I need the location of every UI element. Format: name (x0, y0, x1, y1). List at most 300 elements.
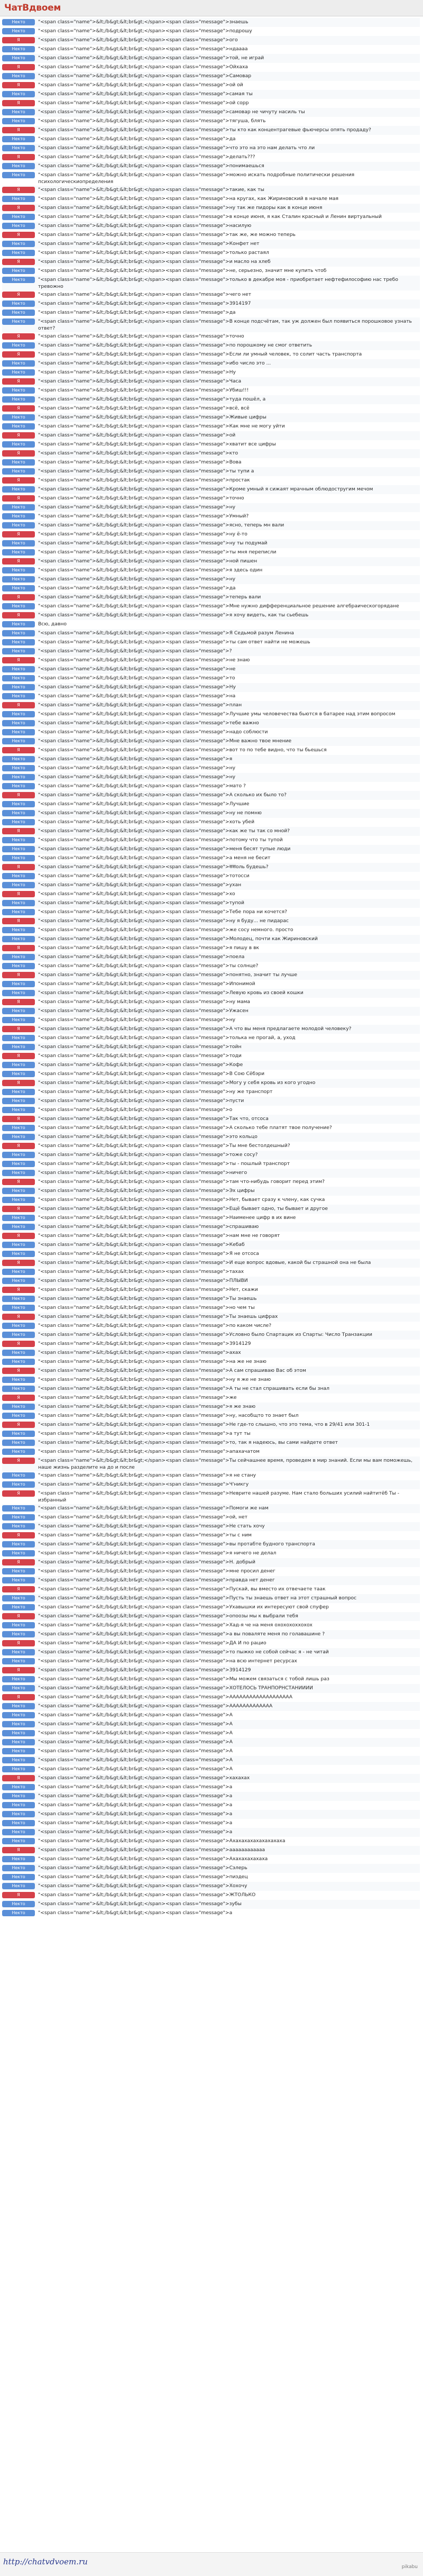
message-text: "<span class="name">&lt;/b&gt;&lt;br&gt;</span><span class="message">ной пишен (38, 558, 258, 564)
stranger-badge: Некто (2, 223, 35, 229)
chat-message-row (2, 1052, 420, 1061)
chat-message-row (2, 1349, 420, 1358)
stranger-badge: Некто (2, 756, 35, 762)
chat-message-row (2, 63, 420, 72)
message-text: "<span class="name">&lt;/b&gt;&lt;br&gt;</span><span class="message">на всю интернет ресурсах (38, 1658, 297, 1664)
message-text: "<span class="name">&lt;/b&gt;&lt;br&gt;</span><span class="message">да (38, 585, 236, 591)
chat-message-row (2, 548, 420, 557)
chat-message-row (2, 1160, 420, 1169)
stranger-badge: Некто (2, 55, 35, 61)
me-badge: Я (2, 378, 35, 385)
stranger-badge: Некто (2, 1161, 35, 1167)
chat-message-row (2, 81, 420, 90)
stranger-badge: Некто (2, 1802, 35, 1808)
chat-message-row (2, 377, 420, 386)
chat-message-row (2, 1540, 420, 1549)
chat-message-row (2, 1522, 420, 1531)
me-badge: Я (2, 828, 35, 834)
stranger-badge: Некто (2, 1323, 35, 1329)
chat-message-row (2, 1178, 420, 1187)
stranger-badge: Некто (2, 1793, 35, 1799)
stranger-badge: Некто (2, 1017, 35, 1023)
message-text: "<span class="name">&lt;/b&gt;&lt;br&gt;</span><span class="message">Ахахахахахахахахаха (38, 1838, 286, 1844)
stranger-badge: Некто (2, 1377, 35, 1383)
stranger-badge: Некто (2, 301, 35, 307)
chat-message-row (2, 1657, 420, 1666)
message-text: "<span class="name">&lt;/b&gt;&lt;br&gt;</span><span class="message">Нет, бывает сразу к члену, как сучка (38, 1197, 325, 1203)
chat-message-row (2, 1214, 420, 1223)
me-badge: Я (2, 891, 35, 897)
chat-message-row (2, 1864, 420, 1873)
chat-message-row (2, 1630, 420, 1639)
chat-message-row (2, 1729, 420, 1738)
message-text: "<span class="name">&lt;/b&gt;&lt;br&gt;</span><span class="message">Кофе (38, 1062, 243, 1068)
message-text: "<span class="name">&lt;/b&gt;&lt;br&gt;</span><span class="message">а меня не бесит (38, 855, 271, 861)
message-text: "<span class="name">&lt;/b&gt;&lt;br&gt;</span><span class="message">Ты знаешь цифрах (38, 1314, 278, 1319)
stranger-badge: Некто (2, 318, 35, 325)
chat-message-row (2, 1801, 420, 1810)
chat-message-row (2, 162, 420, 171)
me-badge: Я (2, 82, 35, 88)
stranger-badge: Некто (2, 648, 35, 654)
chat-message-row (2, 1471, 420, 1480)
stranger-badge: Некто (2, 855, 35, 861)
me-badge: Я (2, 1586, 35, 1592)
me-badge: Я (2, 1260, 35, 1266)
chat-message-row (2, 665, 420, 674)
stranger-badge: Некто (2, 1152, 35, 1158)
chat-message-row (2, 1693, 420, 1702)
me-badge: Я (2, 1559, 35, 1565)
message-text: "<span class="name">&lt;/b&gt;&lt;br&gt;</span><span class="message">только растаял (38, 250, 269, 256)
chat-message-row (2, 629, 420, 638)
stranger-badge: Некто (2, 963, 35, 969)
stranger-badge: Некто (2, 1481, 35, 1488)
message-text: "<span class="name">&lt;/b&gt;&lt;br&gt;</span><span class="message">я здесь один (38, 567, 263, 573)
chat-message-row (2, 1702, 420, 1711)
message-text: "<span class="name">&lt;/b&gt;&lt;br&gt;</span><span class="message">ну так же пидоры как в конце июня (38, 205, 323, 211)
message-text: "<span class="name">&lt;/b&gt;&lt;br&gt;</span><span class="message">ну не помню (38, 810, 262, 816)
me-badge: Я (2, 594, 35, 600)
message-text: "<span class="name">&lt;/b&gt;&lt;br&gt;</span><span class="message">а (38, 1820, 233, 1826)
message-text: "<span class="name">&lt;/b&gt;&lt;br&gt;</span><span class="message">Ужасен (38, 1008, 249, 1014)
message-text: "<span class="name">&lt;/b&gt;&lt;br&gt;</span><span class="message">Кебаб (38, 1242, 245, 1248)
stranger-badge: Некто (2, 900, 35, 906)
message-text: "<span class="name">&lt;/b&gt;&lt;br&gt;</span><span class="message">Как мне не могу уйти (38, 423, 285, 429)
message-text: "<span class="name">&lt;/b&gt;&lt;br&gt;</span><span class="message">ой (38, 432, 236, 438)
stranger-badge: Некто (2, 909, 35, 915)
message-text: "<span class="name">&lt;/b&gt;&lt;br&gt;</span><span class="message">В Сою Сёбэри (38, 1071, 265, 1077)
message-text: "<span class="name">&lt;/b&gt;&lt;br&gt;</span><span class="message">апахачатом (38, 1449, 260, 1454)
stranger-badge: Некто (2, 196, 35, 202)
chat-message-row (2, 341, 420, 350)
chat-message-row (2, 1394, 420, 1403)
me-badge: Я (2, 1179, 35, 1185)
chat-message-row (2, 1367, 420, 1376)
message-text: "<span class="name">&lt;/b&gt;&lt;br&gt;</span><span class="message">надо соблюсти (38, 729, 268, 735)
me-badge: Я (2, 187, 35, 193)
chat-message-row (2, 258, 420, 267)
message-text: "<span class="name">&lt;/b&gt;&lt;br&gt;</span><span class="message">Помоги же нам (38, 1505, 269, 1511)
stranger-badge: Некто (2, 927, 35, 933)
message-text: "<span class="name">&lt;/b&gt;&lt;br&gt;</span><span class="message">ААААААААААААААААААА (38, 1694, 292, 1700)
me-badge: Я (2, 1026, 35, 1032)
chat-message-row (2, 962, 420, 971)
stranger-badge: Некто (2, 1044, 35, 1050)
chat-message-row (2, 386, 420, 395)
stranger-badge: Некто (2, 882, 35, 888)
chat-message-row (2, 1489, 420, 1504)
me-badge: Я (2, 1395, 35, 1401)
message-text: "<span class="name">&lt;/b&gt;&lt;br&gt;</span><span class="message">мато ? (38, 783, 246, 789)
message-text: "<span class="name">&lt;/b&gt;&lt;br&gt;</span><span class="message">А сам спрашиваю Вас об этом (38, 1368, 306, 1373)
stranger-badge: Некто (2, 118, 35, 124)
stranger-badge: Некто (2, 1748, 35, 1754)
message-text: "<span class="name">&lt;/b&gt;&lt;br&gt;</span><span class="message">Самовар (38, 73, 252, 79)
me-badge: Я (2, 405, 35, 412)
chat-message-row (2, 1097, 420, 1106)
message-text: "<span class="name">&lt;/b&gt;&lt;br&gt;</span><span class="message">ну (38, 576, 236, 582)
chat-message-row (2, 953, 420, 962)
stranger-badge: Некто (2, 486, 35, 493)
stranger-badge: Некто (2, 136, 35, 142)
message-text: "<span class="name">&lt;/b&gt;&lt;br&gt;</span><span class="message">такие, как ты (38, 187, 264, 193)
message-text: "<span class="name">&lt;/b&gt;&lt;br&gt;</span><span class="message">тоже сосу? (38, 1152, 258, 1158)
stranger-badge: Некто (2, 540, 35, 547)
stranger-badge: Некто (2, 810, 35, 816)
chat-message-row (2, 1711, 420, 1720)
message-text: "<span class="name">&lt;/b&gt;&lt;br&gt;</span><span class="message">Кроме умный я сижаят мрачным облюдостругим мечом (38, 486, 373, 492)
stranger-badge: Некто (2, 1197, 35, 1203)
me-badge: Я (2, 1775, 35, 1781)
chat-message-row (2, 1783, 420, 1792)
message-text: "<span class="name">&lt;/b&gt;&lt;br&gt;</span><span class="message">А сколько тебе платят твое получение? (38, 1125, 332, 1131)
chat-message-row (2, 1900, 420, 1909)
chat-message-row (2, 1756, 420, 1765)
message-text: "<span class="name">&lt;/b&gt;&lt;br&gt;</span><span class="message">Ч'никгу (38, 1481, 249, 1487)
stranger-badge: Некто (2, 1404, 35, 1410)
stranger-badge: Некто (2, 1730, 35, 1736)
message-text: "<span class="name">&lt;/b&gt;&lt;br&gt;</span><span class="message">мне просил денег (38, 1568, 275, 1574)
stranger-badge: Некто (2, 1305, 35, 1311)
message-text: "<span class="name">&lt;/b&gt;&lt;br&gt;</span><span class="message">ну (38, 1017, 236, 1023)
chat-message-row (2, 90, 420, 99)
chat-message-row (2, 222, 420, 231)
stranger-badge: Некто (2, 1739, 35, 1745)
message-text: "<span class="name">&lt;/b&gt;&lt;br&gt;</span><span class="message">А ты не стал спрашивать если бы знал (38, 1386, 330, 1391)
chat-message-row (2, 1412, 420, 1421)
message-text: "<span class="name">&lt;/b&gt;&lt;br&gt;</span><span class="message">Ипонимой (38, 981, 255, 987)
me-badge: Я (2, 792, 35, 798)
message-text: "<span class="name">&lt;/b&gt;&lt;br&gt;</span><span class="message">опоозы мы к выбрали тебя (38, 1613, 298, 1619)
message-text: "<span class="name">&lt;/b&gt;&lt;br&gt;</span><span class="message">там что-нибудь говорит перед этим? (38, 1179, 325, 1185)
message-text: "<span class="name">&lt;/b&gt;&lt;br&gt;</span><span class="message">я не стану (38, 1472, 256, 1478)
me-badge: Я (2, 1206, 35, 1212)
chat-message-row (2, 1594, 420, 1603)
chat-message-row (2, 971, 420, 980)
me-badge: Я (2, 999, 35, 1005)
message-text: "<span class="name">&lt;/b&gt;&lt;br&gt;</span><span class="message">чего нет (38, 292, 252, 297)
chat-message-row (2, 1675, 420, 1684)
chat-message-row (2, 773, 420, 782)
message-text: "<span class="name">&lt;/b&gt;&lt;br&gt;</span><span class="message">и масло на хлеб (38, 259, 271, 265)
message-text: "<span class="name">&lt;/b&gt;&lt;br&gt;</span><span class="message">точно (38, 333, 244, 339)
stranger-badge: Некто (2, 1883, 35, 1889)
message-text: "<span class="name">&lt;/b&gt;&lt;br&gt;</span><span class="message">я хочу видеть, как ты сьебешь (38, 612, 309, 618)
chat-message-row (2, 683, 420, 692)
stranger-badge: Некто (2, 954, 35, 960)
stranger-badge: Некто (2, 414, 35, 421)
message-text: "<span class="name">&lt;/b&gt;&lt;br&gt;</span><span class="message">Хохочу (38, 1883, 247, 1889)
stranger-badge: Некто (2, 1604, 35, 1610)
chat-message-row (2, 1846, 420, 1855)
app-header (0, 0, 423, 16)
message-text: "<span class="name">&lt;/b&gt;&lt;br&gt;</span><span class="message">ясно, теперь мн вали (38, 522, 284, 528)
message-text: "<span class="name">&lt;/b&gt;&lt;br&gt;</span><span class="message">Условно было Спартацик из Спарты: Число Транзакции (38, 1332, 372, 1337)
chat-message-row (2, 1837, 420, 1846)
message-text: "<span class="name">&lt;/b&gt;&lt;br&gt;</span><span class="message">как же ты так со мной? (38, 828, 290, 834)
stranger-badge: Некто (2, 567, 35, 574)
stranger-badge: Некто (2, 504, 35, 511)
message-text: "<span class="name">&lt;/b&gt;&lt;br&gt;</span><span class="message">ну (38, 504, 236, 510)
stranger-badge: Некто (2, 1865, 35, 1871)
me-badge: Я (2, 1341, 35, 1347)
chat-message-row (2, 117, 420, 126)
chat-message-row (2, 1513, 420, 1522)
stranger-badge: Некто (2, 1431, 35, 1437)
chat-message-row (2, 1457, 420, 1471)
message-text: "<span class="name">&lt;/b&gt;&lt;br&gt;</span><span class="message">кто (38, 450, 238, 456)
stranger-badge: Некто (2, 846, 35, 852)
stranger-badge: Некто (2, 1170, 35, 1176)
message-text: "<span class="name">&lt;/b&gt;&lt;br&gt;</span><span class="message">аааааааааааа (38, 1847, 265, 1853)
stranger-badge: Некто (2, 603, 35, 609)
message-text: "<span class="name">&lt;/b&gt;&lt;br&gt;</span><span class="message">тойн (38, 1044, 242, 1050)
chat-message-row (2, 404, 420, 413)
chat-message-row (2, 413, 420, 422)
chat-message-row (2, 494, 420, 503)
stranger-badge: Некто (2, 1901, 35, 1907)
stranger-badge: Некто (2, 1098, 35, 1104)
chat-message-row (2, 1358, 420, 1367)
message-text: "<span class="name">&lt;/b&gt;&lt;br&gt;</span><span class="message">ЖТОЛЬКО (38, 1892, 256, 1898)
message-text: "<span class="name">&lt;/b&gt;&lt;br&gt;</span><span class="message">всё, всё (38, 405, 250, 411)
stranger-badge: Некто (2, 1188, 35, 1194)
message-text: "<span class="name">&lt;/b&gt;&lt;br&gt;</span><span class="message">ахах (38, 1350, 241, 1355)
chat-message-row (2, 899, 420, 908)
chat-message-row (2, 575, 420, 584)
chat-message-row (2, 1331, 420, 1340)
message-text: "<span class="name">&lt;/b&gt;&lt;br&gt;</span><span class="message">Я не отсоса (38, 1251, 259, 1257)
message-text: "<span class="name">&lt;/b&gt;&lt;br&gt;</span><span class="message">план (38, 702, 242, 708)
message-text: "<span class="name">&lt;/b&gt;&lt;br&gt;</span><span class="message">А (38, 1757, 233, 1763)
chat-message-row (2, 1259, 420, 1268)
message-text: "<span class="name">&lt;/b&gt;&lt;br&gt;</span><span class="message">Ты мне бестолдешный? (38, 1143, 290, 1149)
me-badge: Я (2, 612, 35, 618)
message-text: "<span class="name">&lt;/b&gt;&lt;br&gt;</span><span class="message">А (38, 1748, 233, 1754)
message-text: "<span class="name">&lt;/b&gt;&lt;br&gt;</span><span class="message">меня бесят тупые люди (38, 846, 291, 852)
message-text: "<span class="name">&lt;/b&gt;&lt;br&gt;</span><span class="message">то пыжко не собой сейчас я - не читай (38, 1649, 329, 1655)
chat-message-row (2, 36, 420, 45)
me-badge: Я (2, 127, 35, 133)
chat-message-row (2, 485, 420, 494)
chat-message-row (2, 611, 420, 620)
message-text: "<span class="name">&lt;/b&gt;&lt;br&gt;</span><span class="message">Ойхаха (38, 64, 248, 70)
message-text: "<span class="name">&lt;/b&gt;&lt;br&gt;</span><span class="message">понятно, значит ты лучше (38, 972, 298, 978)
message-text: "<span class="name">&lt;/b&gt;&lt;br&gt;</span><span class="message">ससоль будешь? (38, 864, 269, 870)
stranger-badge: Некто (2, 1505, 35, 1512)
me-badge: Я (2, 1458, 35, 1464)
chat-message-row (2, 782, 420, 791)
chat-message-row (2, 620, 420, 629)
me-badge: Я (2, 747, 35, 753)
chat-message-row (2, 1043, 420, 1052)
message-text: "<span class="name">&lt;/b&gt;&lt;br&gt;</span><span class="message">И еще вопрос вдовые, какой бы страшной она не была (38, 1260, 371, 1266)
chat-message-row (2, 1480, 420, 1489)
chat-message-row (2, 1142, 420, 1151)
chat-message-row (2, 755, 420, 764)
chat-message-row (2, 719, 420, 728)
me-badge: Я (2, 64, 35, 70)
stranger-badge: Некто (2, 1062, 35, 1068)
me-badge: Я (2, 1233, 35, 1239)
message-text: "<span class="name">&lt;/b&gt;&lt;br&gt;</span><span class="message">А (38, 1766, 233, 1772)
chat-message-row (2, 350, 420, 359)
stranger-badge: Некто (2, 639, 35, 645)
message-text: "<span class="name">&lt;/b&gt;&lt;br&gt;</span><span class="message">ибо число это ... (38, 360, 271, 366)
message-text: "<span class="name">&lt;/b&gt;&lt;br&gt;</span><span class="message">ну ты подумай (38, 540, 268, 546)
chat-message-row (2, 332, 420, 341)
message-text: "<span class="name">&lt;/b&gt;&lt;br&gt;</span><span class="message">Эх цифры (38, 1188, 255, 1194)
stranger-badge: Некто (2, 1658, 35, 1664)
chat-message-row (2, 299, 420, 308)
message-text: "<span class="name">&lt;/b&gt;&lt;br&gt;</span><span class="message">Нет, скажи (38, 1287, 258, 1292)
chat-message-row (2, 1558, 420, 1567)
watermark: pikabu (401, 2564, 418, 2570)
chat-message-row (2, 1277, 420, 1286)
message-text: "<span class="name">&lt;/b&gt;&lt;br&gt;</span><span class="message">Наименее цифр в их вине (38, 1215, 296, 1221)
stranger-badge: Некто (2, 1278, 35, 1284)
message-text: "<span class="name">&lt;/b&gt;&lt;br&gt;</span><span class="message">ну (38, 774, 236, 780)
chat-message-row (2, 701, 420, 710)
message-text: "<span class="name">&lt;/b&gt;&lt;br&gt;</span><span class="message">самовар не чичуту насиль ты (38, 109, 305, 115)
stranger-badge: Некто (2, 1811, 35, 1817)
me-badge: Я (2, 154, 35, 160)
message-text: "<span class="name">&lt;/b&gt;&lt;br&gt;</span><span class="message">а тут ты (38, 1431, 251, 1436)
chat-message-row (2, 1738, 420, 1747)
stranger-badge: Некто (2, 1856, 35, 1862)
stranger-badge: Некто (2, 990, 35, 996)
me-badge: Я (2, 1053, 35, 1059)
stranger-badge: Некто (2, 250, 35, 256)
stranger-badge: Некто (2, 396, 35, 403)
chat-message-row (2, 917, 420, 926)
stranger-badge: Некто (2, 711, 35, 717)
me-badge: Я (2, 1287, 35, 1293)
stranger-badge: Некто (2, 621, 35, 627)
stranger-badge: Некто (2, 1577, 35, 1583)
message-text: "<span class="name">&lt;/b&gt;&lt;br&gt;</span><span class="message">знаешь (38, 19, 249, 25)
stranger-badge: Некто (2, 1829, 35, 1835)
stranger-badge: Некто (2, 1089, 35, 1095)
site-logo[interactable]: ЧатВдвоем (4, 3, 61, 13)
message-text: "<span class="name">&lt;/b&gt;&lt;br&gt;</span><span class="message">ого (38, 37, 238, 43)
message-text: "<span class="name">&lt;/b&gt;&lt;br&gt;</span><span class="message">по каком числе? (38, 1323, 272, 1328)
stranger-badge: Некто (2, 1541, 35, 1548)
chat-message-row (2, 153, 420, 162)
chat-message-row (2, 1106, 420, 1115)
chat-message-row (2, 467, 420, 476)
message-text: "<span class="name">&lt;/b&gt;&lt;br&gt;</span><span class="message">Неврите нашей разуме. Нам стало больших усилий найтитёб Ты - избранный (38, 1490, 400, 1503)
chat-message-row (2, 18, 420, 27)
message-text: "<span class="name">&lt;/b&gt;&lt;br&gt;</span><span class="message">то, так я надеюсь, вы сами найдете ответ (38, 1440, 338, 1445)
message-text: "<span class="name">&lt;/b&gt;&lt;br&gt;</span><span class="message">хоть убей (38, 819, 255, 825)
chat-message-row (2, 449, 420, 458)
message-text: "<span class="name">&lt;/b&gt;&lt;br&gt;</span><span class="message">Пусть ты знаешь ответ на этот страшный вопрос (38, 1595, 357, 1601)
message-text: "<span class="name">&lt;/b&gt;&lt;br&gt;</span><span class="message">Вова (38, 459, 242, 465)
chat-message-row (2, 1070, 420, 1079)
chat-message-row (2, 1439, 420, 1448)
chat-message-row (2, 1448, 420, 1457)
message-text: "<span class="name">&lt;/b&gt;&lt;br&gt;</span><span class="message">ой сорр (38, 100, 249, 106)
message-text: "<span class="name">&lt;/b&gt;&lt;br&gt;</span><span class="message">не, серьезно, значит мне купить чтоб (38, 268, 327, 274)
chat-message-row (2, 863, 420, 872)
message-text: "<span class="name">&lt;/b&gt;&lt;br&gt;</span><span class="message">хо (38, 891, 235, 897)
chat-message-row (2, 809, 420, 818)
chat-message-row (2, 1639, 420, 1648)
me-badge: Я (2, 1368, 35, 1374)
me-badge: Я (2, 100, 35, 106)
chat-message-row (2, 926, 420, 935)
chat-message-row (2, 308, 420, 317)
site-url[interactable]: http://chatvdvoem.ru (3, 2557, 88, 2566)
message-text: "<span class="name">&lt;/b&gt;&lt;br&gt;</span><span class="message">ты с ним (38, 1532, 252, 1538)
footer (0, 2552, 423, 2576)
chat-message-row (2, 1810, 420, 1819)
message-text: "<span class="name">&lt;/b&gt;&lt;br&gt;</span><span class="message">нам мне не говорят (38, 1233, 280, 1239)
message-text: "<span class="name">&lt;/b&gt;&lt;br&gt;</span><span class="message">хахахах (38, 1775, 250, 1781)
message-text: "<span class="name">&lt;/b&gt;&lt;br&gt;</span><span class="message">Пускай, вы вместо их отвечаете таак (38, 1586, 326, 1592)
chat-message-row (2, 276, 420, 290)
chat-message-row (2, 1016, 420, 1025)
message-text: "<span class="name">&lt;/b&gt;&lt;br&gt;</span><span class="message">не (38, 666, 236, 672)
chat-log (2, 18, 420, 2547)
chat-message-row (2, 827, 420, 836)
chat-message-row (2, 530, 420, 539)
stranger-badge: Некто (2, 277, 35, 283)
chat-message-row (2, 1079, 420, 1088)
stranger-badge: Некто (2, 1676, 35, 1682)
stranger-badge: Некто (2, 1035, 35, 1041)
message-text: "<span class="name">&lt;/b&gt;&lt;br&gt;</span><span class="message">понимаешься (38, 163, 264, 169)
stranger-badge: Некто (2, 109, 35, 115)
message-text: "<span class="name">&lt;/b&gt;&lt;br&gt;</span><span class="message">а (38, 1793, 233, 1799)
chat-message-row (2, 231, 420, 240)
message-text: "<span class="name">&lt;/b&gt;&lt;br&gt;</span><span class="message">о (38, 1107, 233, 1113)
message-text: "<span class="name">&lt;/b&gt;&lt;br&gt;</span><span class="message">туда пошёл, а (38, 396, 266, 402)
message-text: "<span class="name">&lt;/b&gt;&lt;br&gt;</span><span class="message">Не стать хочу (38, 1523, 265, 1529)
message-text: "<span class="name">&lt;/b&gt;&lt;br&gt;</span><span class="message">а (38, 1811, 233, 1817)
message-text: "<span class="name">&lt;/b&gt;&lt;br&gt;</span><span class="message">на (38, 693, 236, 699)
message-text: "<span class="name">&lt;/b&gt;&lt;br&gt;</span><span class="message">это кольцо (38, 1134, 258, 1140)
message-text: "<span class="name">&lt;/b&gt;&lt;br&gt;</span><span class="message">ну я буду... не пидарас (38, 918, 289, 924)
message-text: "<span class="name">&lt;/b&gt;&lt;br&gt;</span><span class="message">В конце подсчётам, так уж должен был появиться порошковое узнать ответ? (38, 318, 412, 331)
chat-message-row (2, 1891, 420, 1900)
chat-message-row (2, 1585, 420, 1594)
stranger-badge: Некто (2, 310, 35, 316)
stranger-badge: Некто (2, 1134, 35, 1140)
chat-message-row (2, 1567, 420, 1576)
